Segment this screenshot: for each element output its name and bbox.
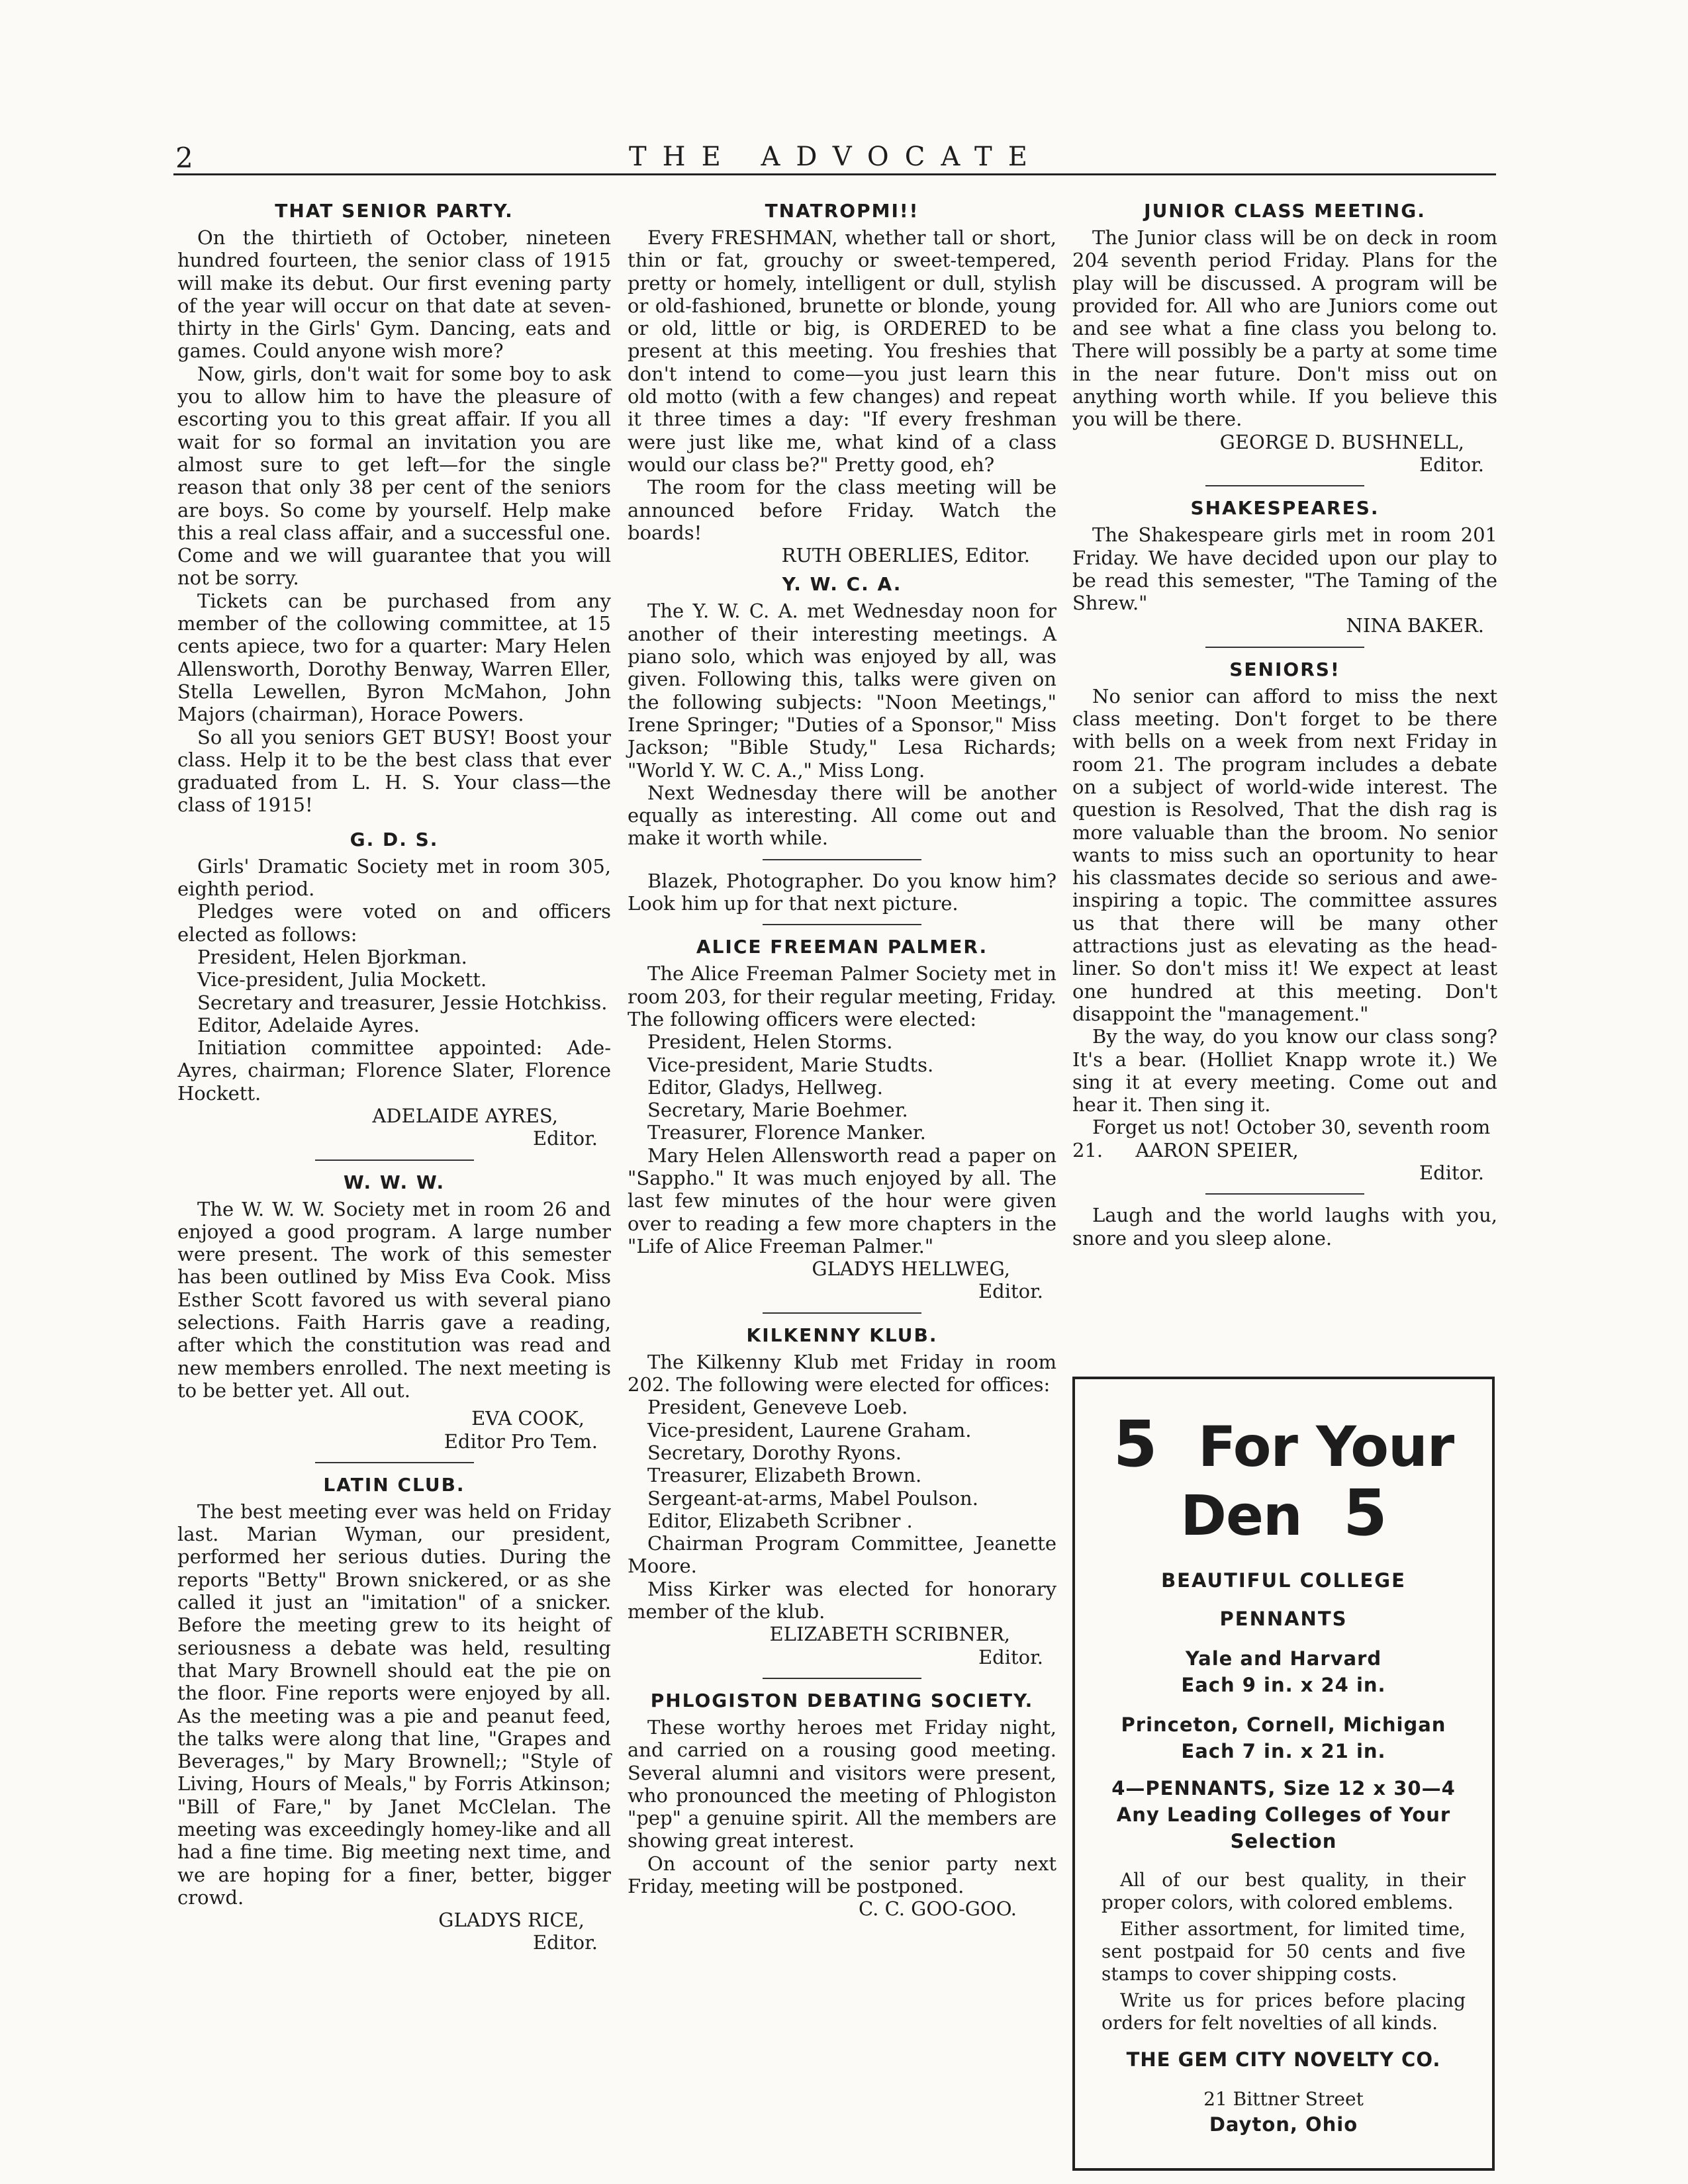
- divider: [763, 859, 921, 860]
- ywca-heading: Y. W. C. A.: [782, 573, 902, 596]
- gds-signature-title: Editor.: [532, 1127, 598, 1150]
- phlogiston-paragraph: These worthy heroes met Friday night, and carried on a rousing good meeting. Several alumni and visitors were present, who pronounced the meeting of Phlogiston "pep" a genuine spirit. All the members are showing great interest.: [628, 1715, 1056, 1852]
- phlogiston-heading: PHLOGISTON DEBATING SOCIETY.: [650, 1689, 1034, 1711]
- ad-line: Any Leading Colleges of Your: [1116, 1803, 1451, 1826]
- senior-party-paragraph: So all you seniors GET BUSY! Boost your class. Help it to be the best class that ever graduated from L. H. S. Your class—the class of 1915!: [177, 725, 611, 817]
- junior-class-paragraph: The Junior class will be on deck in room 204 seventh period Friday. Plans for the play will be discussed. A program will be provided for. All who are Juniors come out and see what a fine class you belong to. There will possibly be a party at some time in the near future. Don't miss out on anything worth while. If you believe this you will be there.: [1072, 226, 1497, 431]
- pennant-advertisement: [1072, 1377, 1495, 2171]
- phlogiston-signature: C. C. GOO-GOO.: [859, 1897, 1017, 1921]
- seniors-paragraph: [1072, 1116, 1497, 1161]
- latin-club-paragraph: The best meeting ever was held on Friday last. Marian Wyman, our president, performed her serious duties. During the reports "Betty" Brown snickered, or as she called it just an "imitation" of a snicker. Before the meeting grew to its height of seriousness a debate was held, resulting that Mary Brownell should eat the pie on the floor. Fine reports were enjoyed by all. As the meeting was a pie and peanut feed, the talks were along that line, "Grapes and Beverages," by Mary Brownell;; "Style of Living, Hours of Meals," by Forris Atkinson; "Bill of Fare," by Janet McClelan. The meeting was exceedingly homey-like and all had a fine time. Big meeting next time, and we are hoping for a finer, better, bigger crowd.: [177, 1500, 611, 1909]
- seniors-signature-title: Editor.: [1419, 1161, 1484, 1184]
- seniors-paragraph: By the way, do you know our class song? It's a bear. (Holliet Knapp wrote it.) We sing it at every meeting. Come out and hear it. Then sing it.: [1072, 1025, 1497, 1116]
- column-3: [1072, 193, 1497, 1250]
- divider: [1205, 1193, 1364, 1195]
- tnatropmi-signature: RUTH OBERLIES, Editor.: [781, 544, 1030, 567]
- senior-party-paragraph: Tickets can be purchased from any member of the collowing committee, at 15 cents apiece, two for a quarter: Mary Helen Allensworth, Dorothy Benway, Warren Eller, Stella Lewellen, Byron McMahon, John Majors (chairman), Horace Powers.: [177, 589, 611, 726]
- kilkenny-paragraph: Chairman Program Committee, Jeanette Moore.: [628, 1532, 1056, 1578]
- afp-signature-title: Editor.: [978, 1280, 1043, 1303]
- kilkenny-signature-title: Editor.: [978, 1645, 1043, 1668]
- divider: [315, 1462, 474, 1463]
- ad-address: 21 Bittner Street: [1203, 2088, 1364, 2110]
- latin-club-signature-title: Editor.: [532, 1931, 598, 1954]
- ad-line: 4—PENNANTS, Size 12 x 30—4: [1111, 1777, 1456, 1799]
- shakespeares-signature: NINA BAKER.: [1346, 614, 1484, 637]
- alice-freeman-palmer-heading: ALICE FREEMAN PALMER.: [696, 936, 988, 958]
- seniors-signature: AARON SPEIER,: [1135, 1138, 1299, 1161]
- junior-class-signature-title: Editor.: [1419, 453, 1484, 476]
- ad-line: BEAUTIFUL COLLEGE: [1161, 1569, 1406, 1592]
- column-2: [628, 193, 1056, 1921]
- ywca-paragraph: The Y. W. C. A. met Wednesday noon for another of their interesting meetings. A piano solo, which was enjoyed by all, was given. Following this, talks were given on the following subjects: "Noon Meetings," Irene Springer; "Duties of a Sponsor," Miss Jackson; "Bible Study," Lesa Richards; "World Y. W. C. A.," Miss Long.: [628, 600, 1056, 782]
- gds-heading: G. D. S.: [350, 828, 439, 850]
- ad-city: Dayton, Ohio: [1209, 2113, 1358, 2136]
- kilkenny-signature: ELIZABETH SCRIBNER,: [769, 1623, 1010, 1646]
- column-1: [177, 193, 611, 1954]
- tnatropmi-paragraph: Every FRESHMAN, whether tall or short, thin or fat, grouchy or sweet-tempered, pretty or homely, intelligent or dull, stylish or old-fashioned, brunette or blonde, young or old, little or big, is ORDERED to be present at this meeting. You freshies that don't intend to come—you just learn this old motto (with a few changes) and repeat it three times a day: "If every freshman were just like me, what kind of a class would our class be?" Pretty good, eh?: [628, 226, 1056, 476]
- ad-line: Each 9 in. x 24 in.: [1181, 1674, 1386, 1696]
- ad-line: Each 7 in. x 21 in.: [1181, 1740, 1386, 1762]
- kilkenny-officer: Secretary, Dorothy Ryons.: [647, 1441, 902, 1464]
- header-rule: [173, 173, 1496, 175]
- seniors-paragraph: No senior can afford to miss the next class meeting. Don't forget to be there with bells on a week from next Friday in room 21. The program includes a debate on a subject of world-wide interest. The question is Resolved, That the dish rag is more valuable than the broom. No senior wants to miss such an oportunity to hear his classmates decide so serious and awe-inspiring a topic. The committee assures us that there will be many other attractions just as elevating as the head-liner. So don't miss it! We expect at least one hundred at this meeting. Don't disappoint the "management.": [1072, 684, 1497, 1025]
- ad-paragraph: Either assortment, for limited time, sent postpaid for 50 cents and five stamps to cover shipping costs.: [1102, 1918, 1466, 1985]
- junior-class-signature: GEORGE D. BUSHNELL,: [1219, 430, 1464, 453]
- ad-line: Princeton, Cornell, Michigan: [1121, 1713, 1446, 1736]
- junior-class-heading: JUNIOR CLASS MEETING.: [1144, 200, 1426, 222]
- kilkenny-paragraph: Miss Kirker was elected for honorary member of the klub.: [628, 1577, 1056, 1623]
- www-paragraph: The W. W. W. Society met in room 26 and enjoyed a good program. A large number were present. The work of this semester has been outlined by Miss Eva Cook. Miss Esther Scott favored us with several piano selections. Faith Harris gave a reading, after which the constitution was read and new members enrolled. The next meeting is to be better yet. All out.: [177, 1197, 611, 1402]
- www-signature: EVA COOK,: [471, 1407, 585, 1430]
- phlogiston-paragraph: On account of the senior party next Friday, meeting will be postponed.: [628, 1852, 1056, 1897]
- gds-officer: President, Helen Bjorkman.: [197, 945, 467, 968]
- divider: [1205, 485, 1364, 486]
- ad-paragraph: Write us for prices before placing orders for felt novelties of all kinds.: [1102, 1989, 1466, 2034]
- masthead: THE ADVOCATE: [629, 142, 1043, 172]
- afp-signature: GLADYS HELLWEG,: [812, 1257, 1010, 1281]
- latin-club-signature: GLADYS RICE,: [438, 1909, 585, 1932]
- divider: [315, 1160, 474, 1161]
- ad-title: [1075, 1407, 1492, 1550]
- afp-officer: Editor, Gladys, Hellweg.: [647, 1075, 884, 1099]
- blazek-notice: Blazek, Photographer. Do you know him? Look him up for that next picture.: [628, 869, 1056, 915]
- ad-paragraph: All of our best quality, in their proper colors, with colored emblems.: [1102, 1869, 1466, 1913]
- www-heading: W. W. W.: [343, 1171, 445, 1193]
- ad-number-right: 5: [1342, 1476, 1387, 1550]
- gds-officer: Editor, Adelaide Ayres.: [197, 1013, 420, 1036]
- gds-officer: Initiation committee appointed: Ade- Ayres, chairman; Florence Slater, Florence Hockett.: [177, 1036, 611, 1105]
- afp-paragraph: The Alice Freeman Palmer Society met in room 203, for their regular meeting, Friday. The following officers were elected:: [628, 962, 1056, 1030]
- ad-title-text: For Your Den: [1180, 1414, 1454, 1548]
- senior-party-heading: THAT SENIOR PARTY.: [275, 200, 514, 222]
- kilkenny-officer: Treasurer, Elizabeth Brown.: [647, 1464, 922, 1487]
- ad-line: PENNANTS: [1219, 1608, 1348, 1630]
- gds-officer: Secretary and treasurer, Jessie Hotchkiss.: [197, 991, 608, 1014]
- tnatropmi-paragraph: The room for the class meeting will be announced before Friday. Watch the boards!: [628, 476, 1056, 544]
- tnatropmi-heading: TNATROPMI!!: [765, 200, 919, 222]
- kilkenny-paragraph: The Kilkenny Klub met Friday in room 202. The following were elected for offices:: [628, 1350, 1056, 1396]
- shakespeares-heading: SHAKESPEARES.: [1190, 497, 1380, 520]
- divider: [763, 924, 921, 925]
- kilkenny-officer: Vice-president, Laurene Graham.: [647, 1418, 972, 1441]
- gds-paragraph: Pledges were voted on and officers elected as follows:: [177, 900, 611, 946]
- kilkenny-officer: President, Geneveve Loeb.: [647, 1396, 908, 1419]
- divider: [763, 1312, 921, 1314]
- afp-officer: Vice-president, Marie Studts.: [647, 1053, 934, 1076]
- afp-paragraph: Mary Helen Allensworth read a paper on "Sappho." It was much enjoyed by all. The last few minutes of the hour were given over to reading a few more chapters in the "Life of Alice Freeman Palmer.": [628, 1144, 1056, 1257]
- senior-party-paragraph: Now, girls, don't wait for some boy to ask you to allow him to have the pleasure of escorting you to this great affair. If you all wait for so formal an invitation you are almost sure to get left—for the single reason that only 38 per cent of the seniors are boys. So come by yourself. Help make this a real class affair, and a successful one. Come and we will guarantee that you will not be sorry.: [177, 362, 611, 590]
- ad-line: Selection: [1230, 1830, 1337, 1852]
- gds-signature: ADELAIDE AYRES,: [372, 1104, 558, 1127]
- senior-party-paragraph: On the thirtieth of October, nineteen hundred fourteen, the senior class of 1915 will make its debut. Our first evening party of the year will occur on that date at seven-thirty in the Girls' Gym. Dancing, eats and games. Could anyone wish more?: [177, 226, 611, 363]
- ad-company: THE GEM CITY NOVELTY CO.: [1126, 2048, 1441, 2071]
- gds-officer: Vice-president, Julia Mockett.: [197, 968, 487, 991]
- shakespeares-paragraph: The Shakespeare girls met in room 201 Friday. We have decided upon our play to be read this semester, "The Taming of the Shrew.": [1072, 523, 1497, 615]
- ywca-paragraph: Next Wednesday there will be another equally as interesting. All come out and make it worth while.: [628, 781, 1056, 850]
- seniors-heading: SENIORS!: [1229, 658, 1340, 680]
- afp-officer: Secretary, Marie Boehmer.: [647, 1099, 908, 1122]
- afp-officer: Treasurer, Florence Manker.: [647, 1121, 926, 1144]
- afp-officer: President, Helen Storms.: [647, 1030, 893, 1054]
- kilkenny-klub-heading: KILKENNY KLUB.: [746, 1324, 938, 1346]
- ad-line: Yale and Harvard: [1185, 1647, 1382, 1670]
- gds-paragraph: Girls' Dramatic Society met in room 305, eighth period.: [177, 854, 611, 901]
- seniors-closing: Forget us not! October 30, seventh room 21.: [1072, 1116, 1491, 1161]
- www-signature-title: Editor Pro Tem.: [444, 1430, 598, 1453]
- kilkenny-officer: Editor, Elizabeth Scribner .: [647, 1509, 913, 1532]
- page-number: 2: [175, 142, 193, 174]
- divider: [1205, 647, 1364, 648]
- ad-number-left: 5: [1113, 1407, 1157, 1481]
- kilkenny-officer: Sergeant-at-arms, Mabel Poulson.: [647, 1486, 978, 1510]
- divider: [763, 1678, 921, 1679]
- latin-club-heading: LATIN CLUB.: [323, 1473, 465, 1496]
- laugh-quip: Laugh and the world laughs with you, snore and you sleep alone.: [1072, 1204, 1497, 1250]
